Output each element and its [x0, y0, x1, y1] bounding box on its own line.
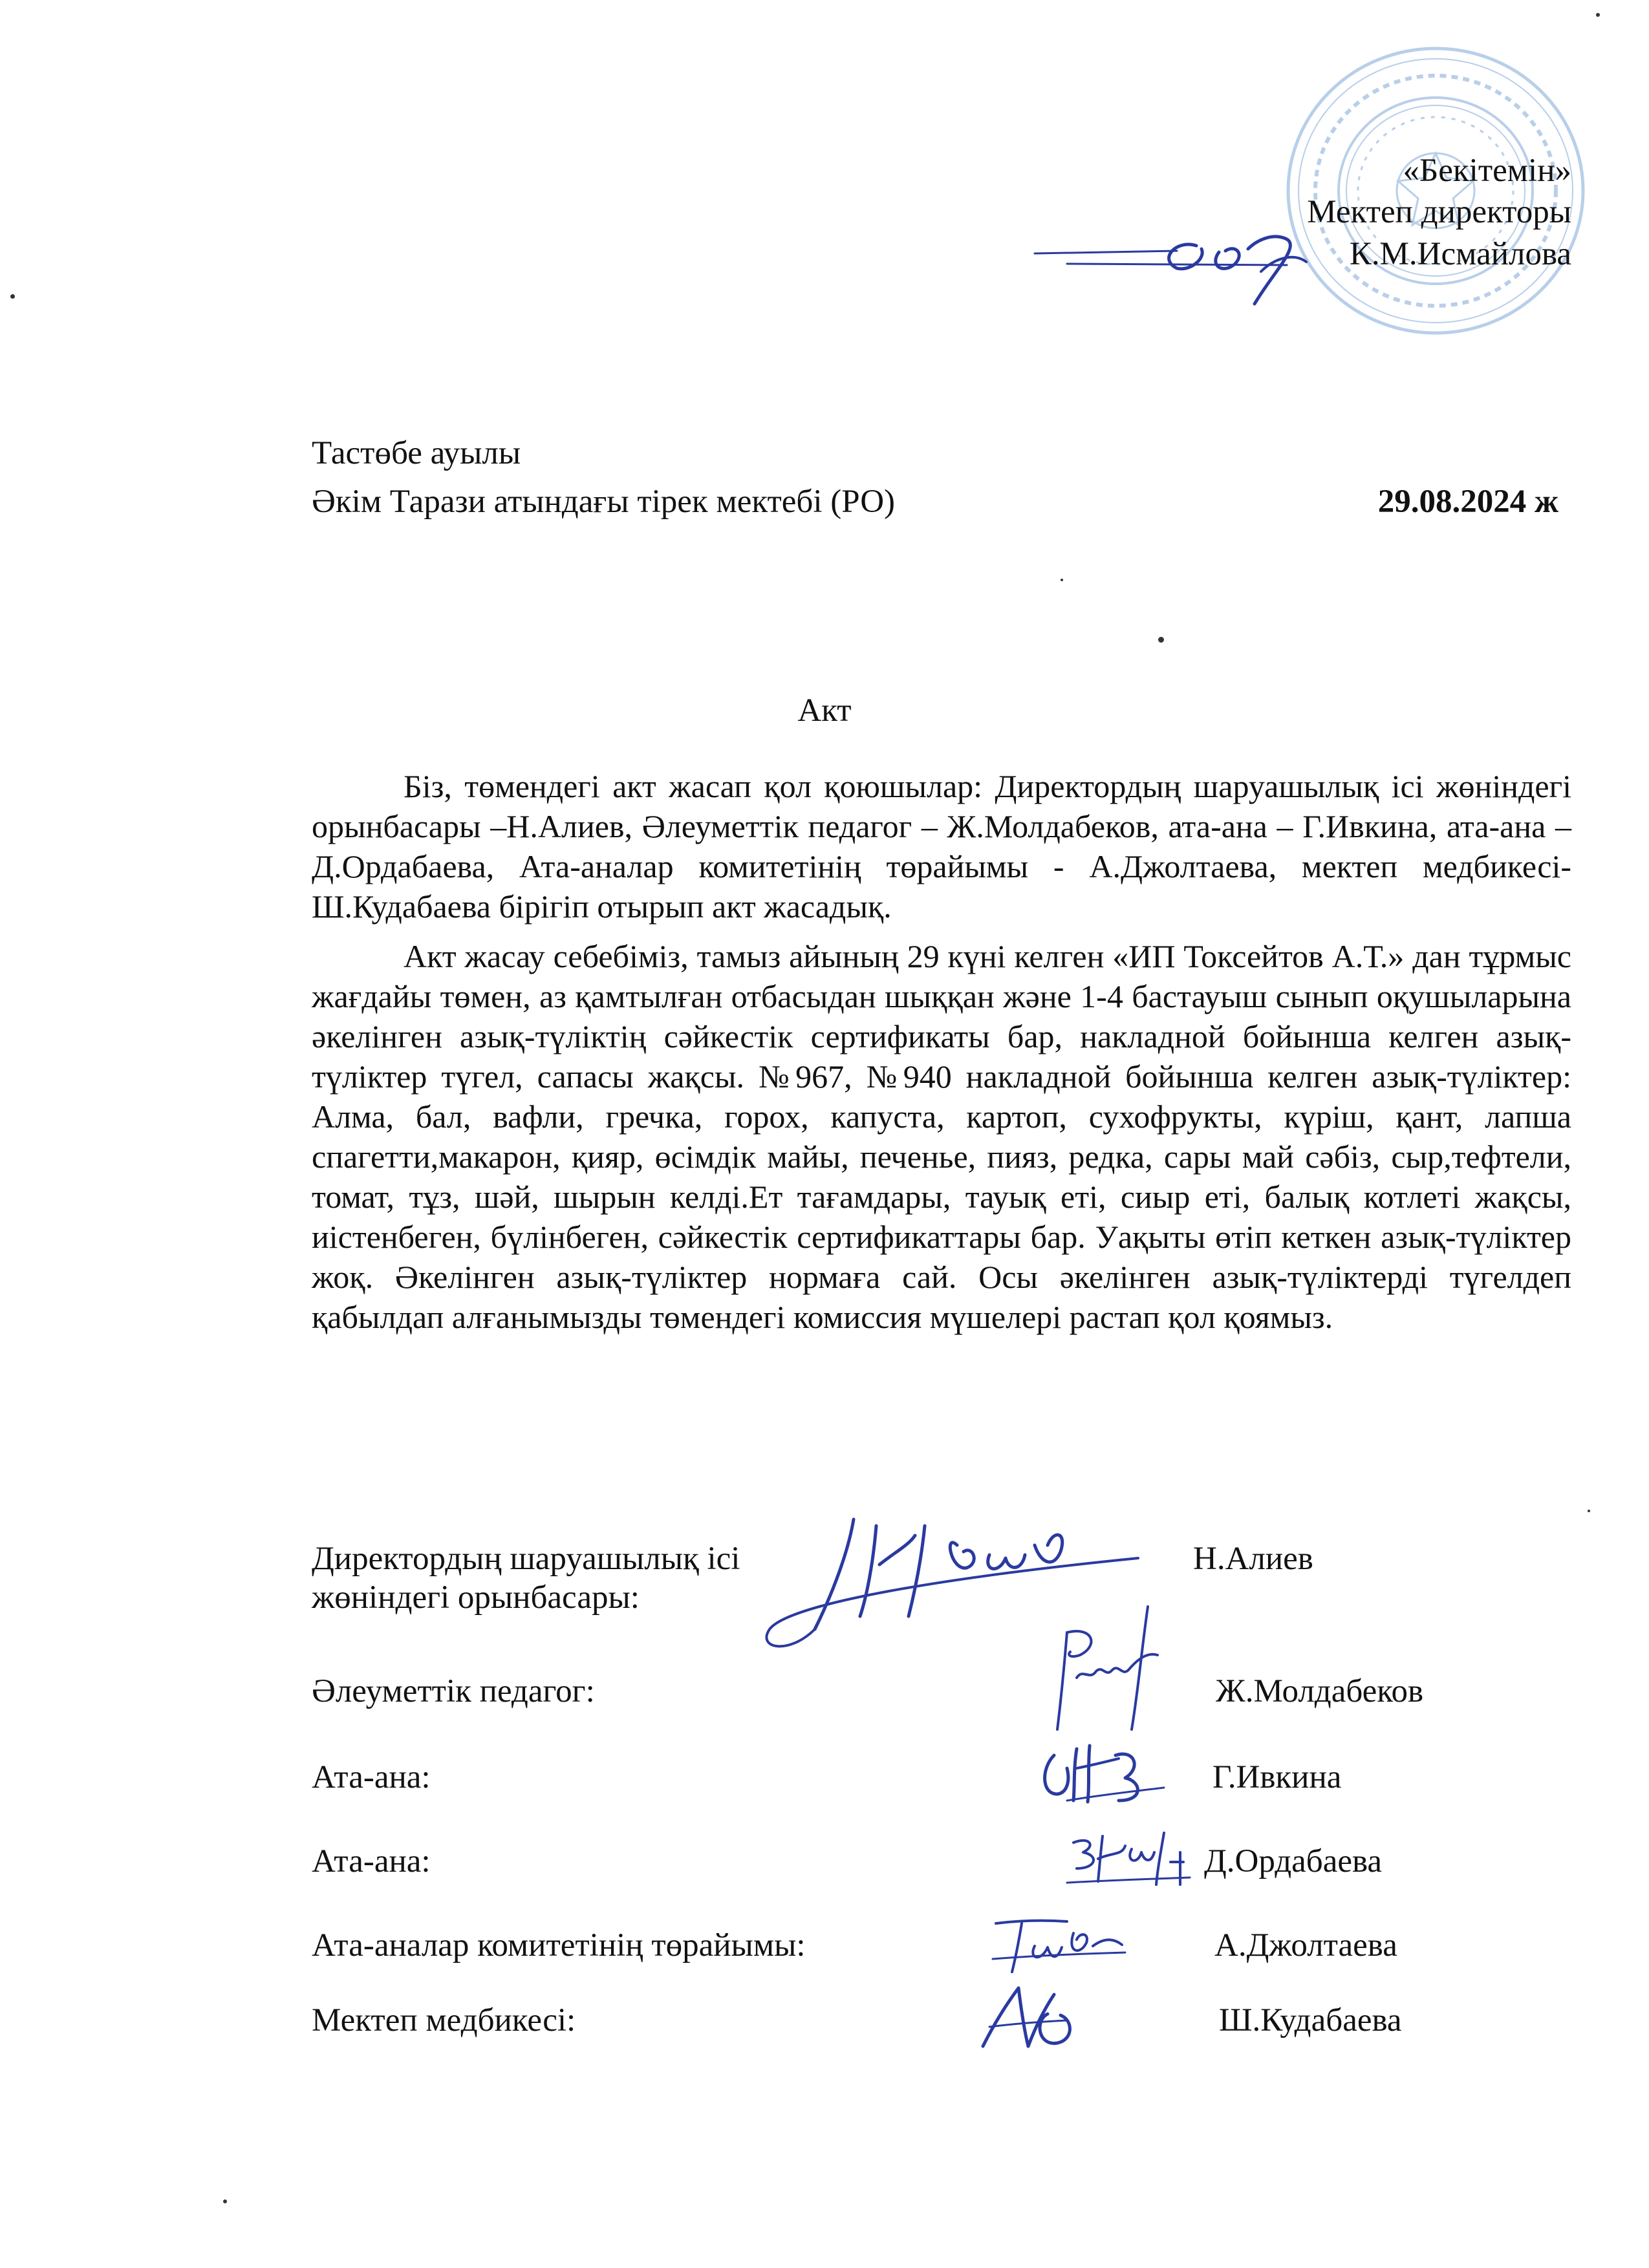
signatory-name: Ж.Молдабеков	[1216, 1673, 1424, 1709]
scan-speck	[10, 294, 15, 299]
signatory-name: Ш.Кудабаева	[1219, 2002, 1402, 2038]
signatory-name: Д.Ордабаева	[1204, 1843, 1383, 1879]
signatory-name: Н.Алиев	[1193, 1541, 1313, 1577]
scan-speck	[223, 2199, 227, 2203]
signatory-name: А.Джолтаева	[1214, 1927, 1397, 1963]
signatory-role: Мектеп медбикесі:	[312, 2002, 576, 2038]
signatory-role: Директордың шаруашылық ісі	[312, 1541, 740, 1577]
scan-speck	[1588, 1510, 1590, 1512]
signature-ivkina	[1028, 1729, 1177, 1813]
scan-speck	[1596, 13, 1600, 17]
body-paragraph-2: Акт жасау себебіміз, тамыз айының 29 күні келген «ИП Токсейтов А.Т.» дан тұрмыс жағдайы төмен, аз қамтылған отбасыдан шыққан және 1-4 бастауыш сынып оқушыларына әкелінген азық-түліктің сәйкестік сертификаты бар, накладной бойынша келген азық-түліктер түгел, сапасы жақсы. №967, №940 накладной бойынша келген азық-түліктер: Алма, бал, вафли, гречка, горох, капуста, картоп, сухофрукты, күріш, қант, лапша спагетти,макарон, қияр, өсімдік майы, печенье, пияз, редка, сары май сәбіз, сыр,тефтели, томат, тұз, шәй, шырын келді.Ет тағамдары, тауық еті, сиыр еті, балық котлеті жақсы, иістенбеген, бүлінбеген, сәйкестік сертификаттары бар. Уақыты өтіп кеткен азық-түліктер жоқ. Әкелінген азық-түліктер нормаға сай. Осы әкелінген азық-түліктерді түгелдеп қабылдап алғанымызды төмендегі комиссия мүшелері растап қол қоямыз.	[312, 938, 1571, 1335]
signature-kudabaeva	[970, 1975, 1093, 2059]
signatory-name: Г.Ивкина	[1212, 1759, 1342, 1795]
director-signature	[1028, 213, 1352, 310]
approval-director-name: К.М.Исмайлова	[1349, 236, 1571, 272]
signatory-role-continued: жөніндегі орынбасары:	[312, 1579, 640, 1616]
scan-speck	[1061, 579, 1063, 581]
scan-speck	[1158, 637, 1164, 643]
body-paragraph-1: Біз, төмендегі акт жасап қол қоюшылар: Директордың шаруашылық ісі жөніндегі орынбасары –Н.Алиев, Әлеуметтік педагог – Ж.Молдабеков, ата-ана – Г.Ивкина, ата-ана – Д.Ордабаева, Ата-аналар комитетінің төрайымы - А.Джолтаева, мектеп медбикесі-Ш.Кудабаева бірігіп отырып акт жасадық.	[312, 768, 1571, 925]
signature-ordabaeva	[1061, 1823, 1209, 1901]
school-name: Әкім Тарази атындағы тірек мектебі (РО)	[312, 484, 896, 520]
signatory-role: Ата-аналар комитетінің төрайымы:	[312, 1927, 806, 1963]
document-date: 29.08.2024 ж	[1377, 484, 1558, 520]
approval-position: Мектеп директоры	[1307, 194, 1571, 230]
signatory-role: Ата-ана:	[312, 1843, 431, 1879]
approval-label: «Бекітемін»	[1403, 153, 1571, 189]
document-title: Акт	[797, 692, 852, 729]
signature-joltaeva	[983, 1907, 1138, 1978]
signatory-role: Әлеуметтік педагог:	[312, 1673, 595, 1709]
signature-moldabekov	[1009, 1594, 1203, 1742]
village-name: Тастөбе ауылы	[312, 435, 521, 471]
signatory-role: Ата-ана:	[312, 1759, 431, 1795]
